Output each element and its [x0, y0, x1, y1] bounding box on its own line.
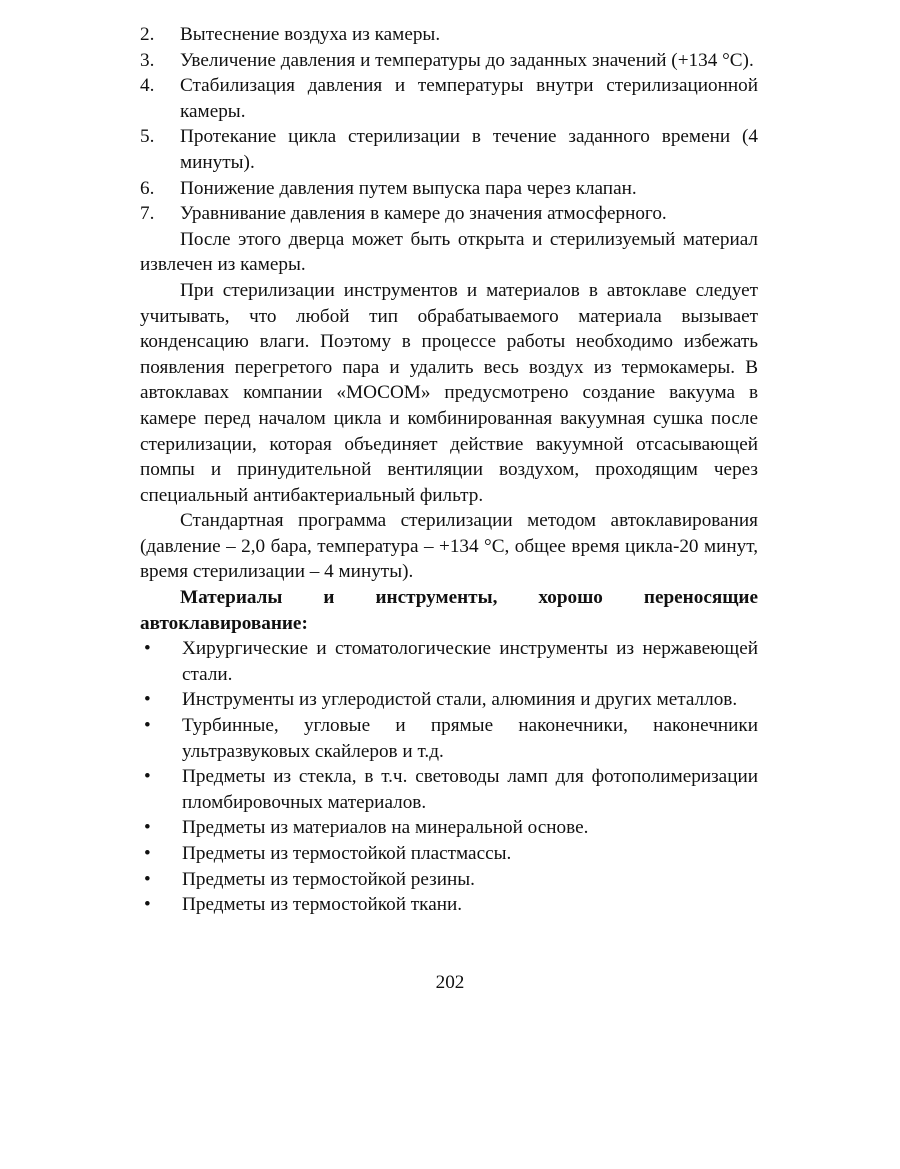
list-item — [140, 636, 758, 687]
list-item-number: 3. — [140, 49, 155, 71]
bullet-icon: • — [144, 868, 151, 890]
list-item — [140, 73, 758, 124]
list-item — [140, 841, 758, 867]
bullet-icon: • — [144, 715, 151, 737]
list-item-number: 5. — [140, 126, 155, 148]
list-item-text: Протекание цикла стерилизации в течение заданного времени (4 минуты). — [180, 126, 758, 173]
list-item — [140, 867, 758, 893]
list-item — [140, 764, 758, 815]
list-item — [140, 48, 758, 74]
paragraph-sterilization-notes: При стерилизации инструментов и материалов в автоклаве следует учитывать, что любой тип обрабатываемого материала вызывает конденсацию влаги. Поэтому в процессе работы необходимо избежать появления перегретого пара и удалить весь воздух из термокамеры. В автоклавах компании «МОСОМ» предусмотрено создание вакуума в камере перед началом цикла и комбинированная вакуумная сушка после стерилизации, которая объединяет действие вакуумной отсасывающей помпы и принудительной вентиляции воздухом, проходящим через специальный антибактериальный фильтр. — [140, 279, 758, 506]
list-item — [140, 687, 758, 713]
list-item-text: Увеличение давления и температуры до заданных значений (+134 °С). — [180, 49, 754, 71]
page-content — [140, 22, 758, 918]
bullet-icon: • — [144, 894, 151, 916]
paragraph-standard-program: Стандартная программа стерилизации методом автоклавирования (давление – 2,0 бара, температура – +134 °С, общее время цикла-20 минут, время стерилизации – 4 минуты). — [140, 510, 758, 583]
list-item — [140, 22, 758, 48]
list-item-number: 6. — [140, 177, 155, 199]
list-item — [140, 201, 758, 227]
bullet-icon: • — [144, 766, 151, 788]
list-item — [140, 892, 758, 918]
list-item-number: 7. — [140, 203, 155, 225]
list-item-text: Вытеснение воздуха из камеры. — [180, 24, 441, 45]
bullet-icon: • — [144, 843, 151, 864]
list-item-text: Уравнивание давления в камере до значения атмосферного. — [180, 203, 667, 225]
list-item — [140, 815, 758, 841]
list-item-text: Турбинные, угловые и прямые наконечники, наконечники ультразвуковых скайлеров и т.д. — [182, 715, 758, 762]
bullet-icon: • — [144, 817, 151, 839]
list-item-text: Предметы из стекла, в т.ч. световоды ламп для фотополимеризации пломбировочных материалов. — [182, 766, 758, 813]
bullet-icon: • — [144, 689, 151, 711]
list-item-text: Инструменты из углеродистой стали, алюминия и других металлов. — [182, 689, 738, 711]
page-number: 202 — [435, 972, 465, 993]
list-item-text: Предметы из материалов на минеральной основе. — [182, 817, 589, 839]
list-item-text: Хирургические и стоматологические инструменты из нержавеющей стали. — [182, 638, 758, 685]
numbered-list — [140, 22, 758, 227]
bullet-list — [140, 636, 758, 918]
list-item-text: Предметы из термостойкой ткани. — [182, 894, 463, 916]
list-item-number: 4. — [140, 75, 155, 97]
list-item-text: Стабилизация давления и температуры внутри стерилизационной камеры. — [180, 75, 758, 122]
bullet-icon: • — [144, 638, 151, 660]
list-item-text: Предметы из термостойкой резины. — [182, 868, 475, 890]
section-heading: Материалы и инструменты, хорошо переносящие автоклавирование: — [140, 587, 758, 634]
list-item-number: 2. — [140, 24, 155, 45]
list-item — [140, 124, 758, 175]
list-item-text: Предметы из термостойкой пластмассы. — [182, 843, 512, 864]
list-item — [140, 176, 758, 202]
paragraph-door-opening: После этого дверца может быть открыта и стерилизуемый материал извлечен из камеры. — [140, 228, 758, 276]
list-item-text: Понижение давления путем выпуска пара через клапан. — [180, 177, 637, 199]
list-item — [140, 713, 758, 764]
